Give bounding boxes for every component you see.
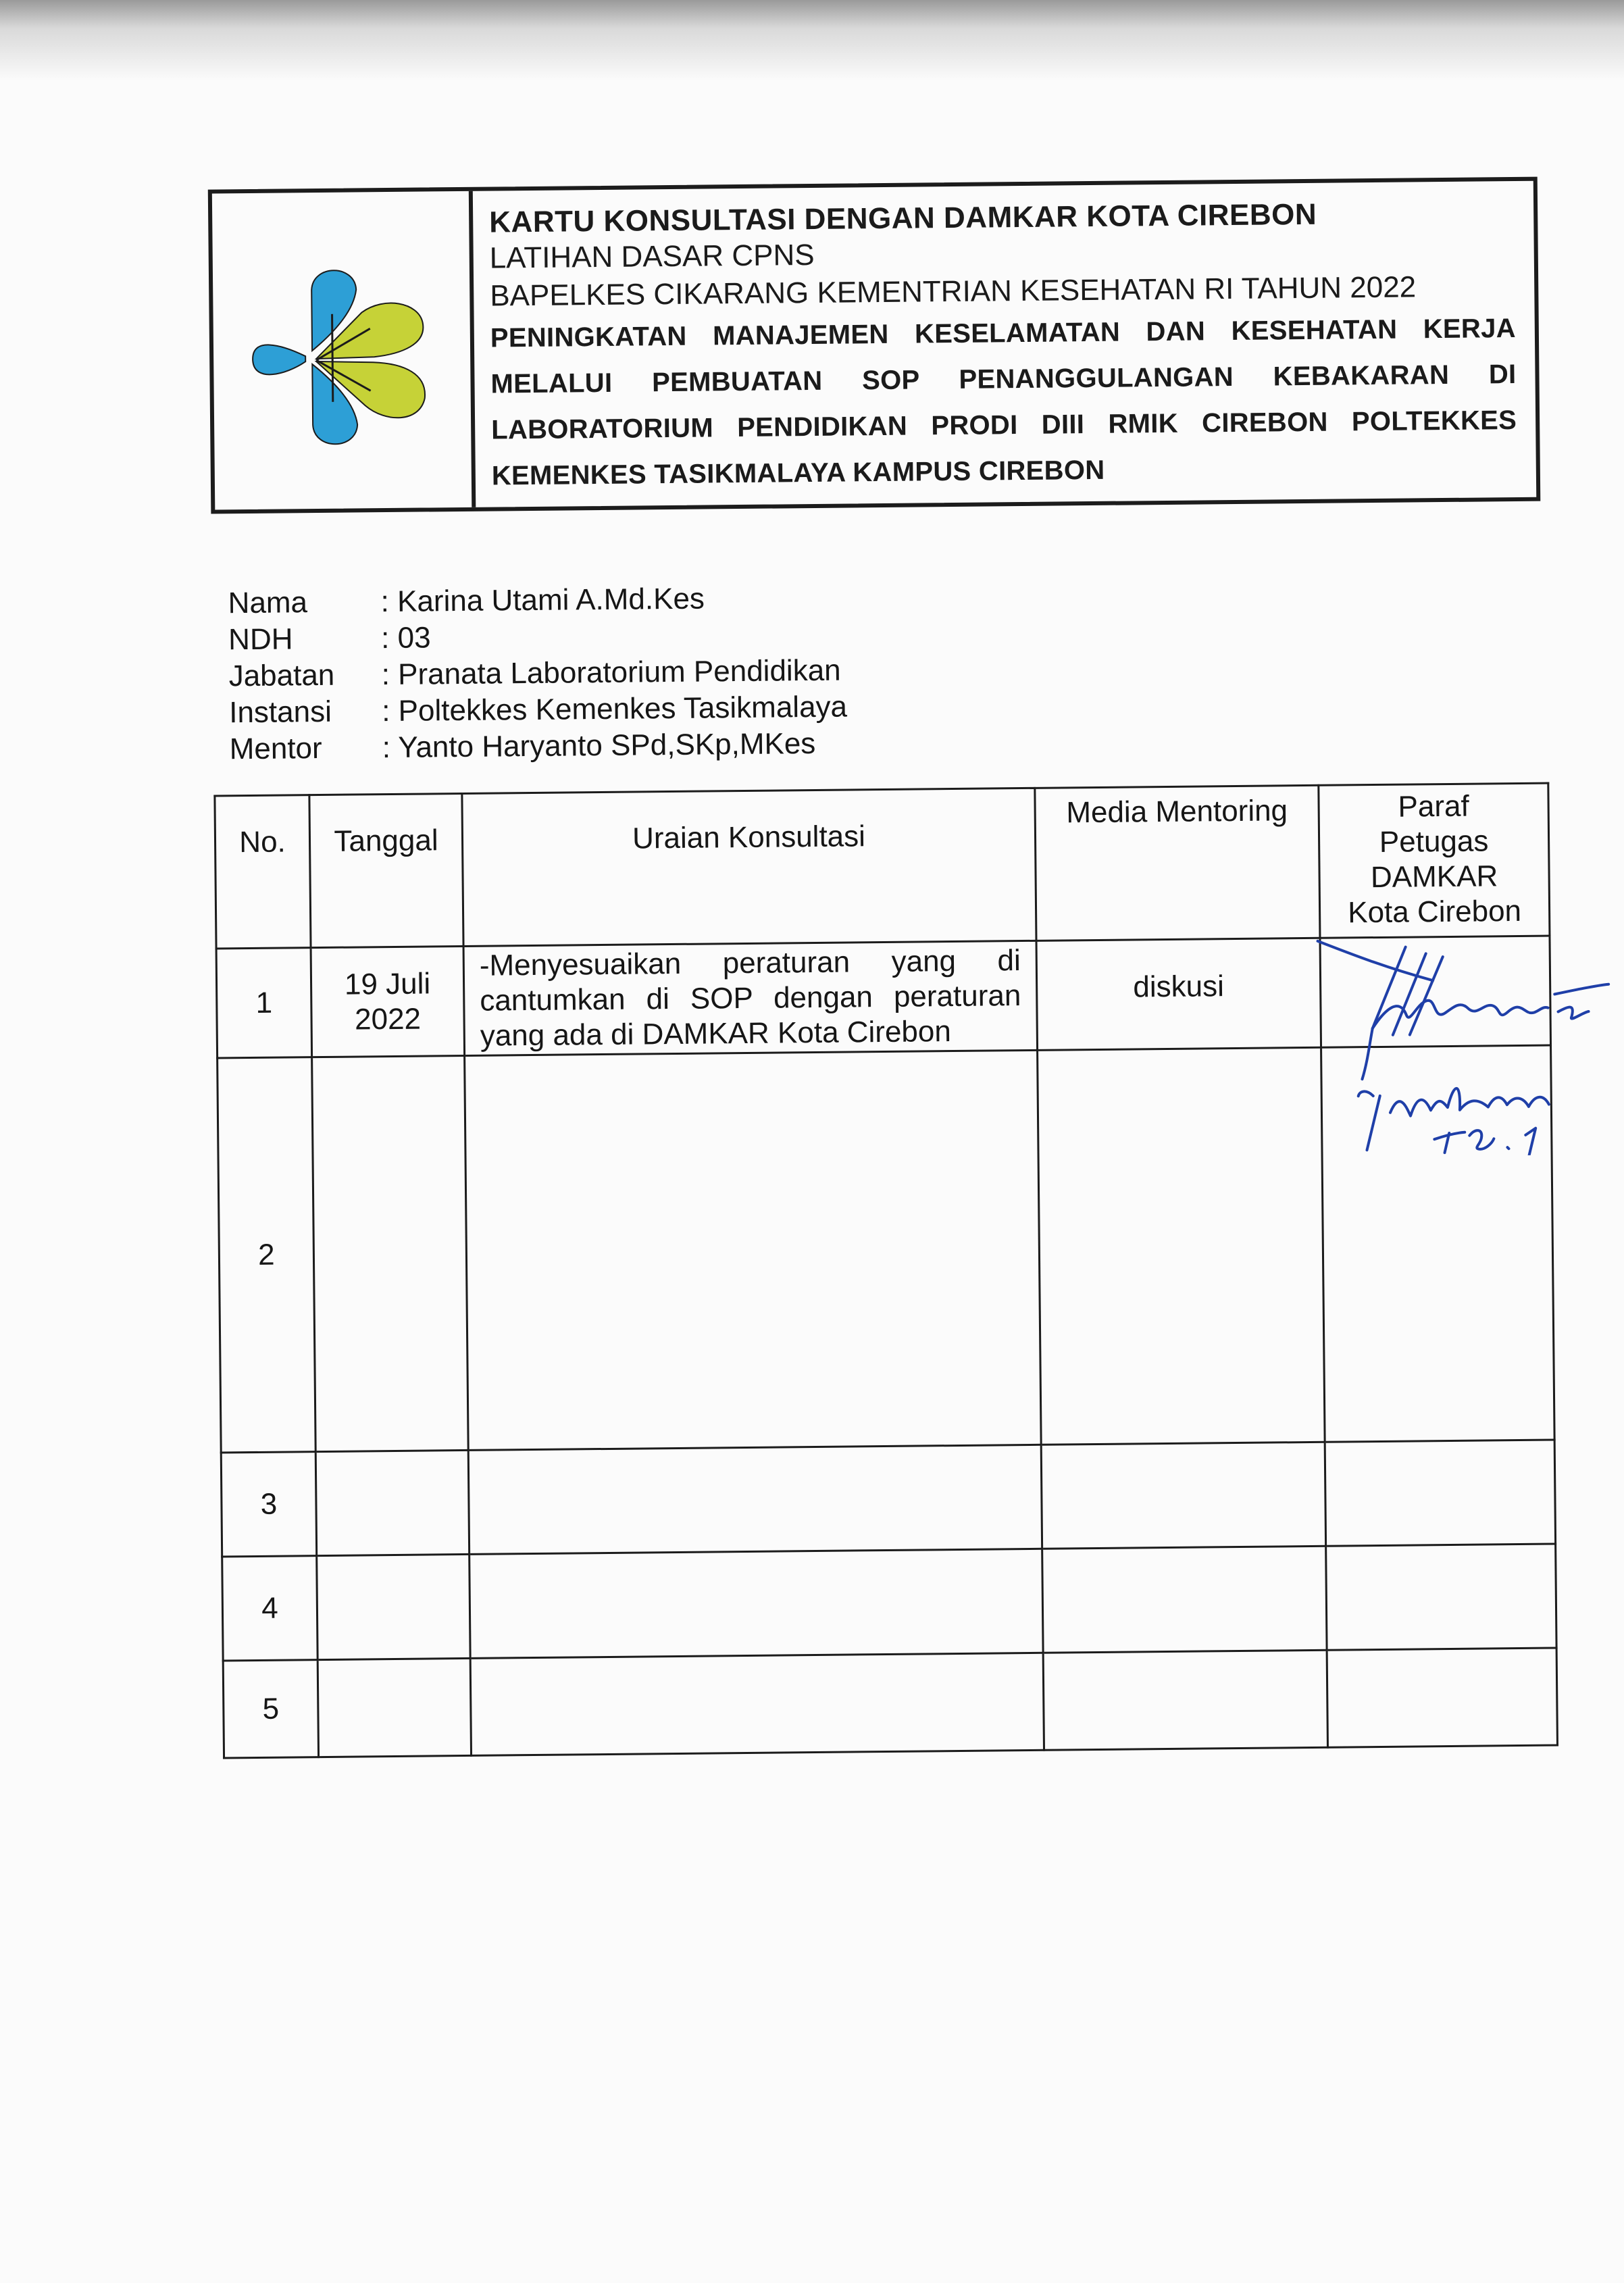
consultation-table [213, 782, 1558, 1759]
table-header-row [215, 783, 1550, 949]
row-date [312, 1055, 469, 1451]
paraf-header-line: DAMKAR [1370, 859, 1498, 895]
row-number: 4 [222, 1556, 318, 1661]
identity-label: Instansi [228, 695, 332, 730]
row-number: 2 [218, 1057, 316, 1453]
row-date [315, 1450, 469, 1555]
paraf-header-line: Kota Cirebon [1347, 894, 1522, 930]
row-media [1043, 1650, 1327, 1750]
row-date [311, 946, 465, 1057]
row-date-line [319, 1606, 468, 1607]
table-row [221, 1440, 1555, 1557]
paraf-header-line: Paraf [1398, 789, 1469, 824]
row-description [470, 1549, 1043, 1658]
row-media: diskusi [1036, 938, 1321, 1050]
row-number: 3 [221, 1452, 316, 1557]
row-date-line: 2022 [354, 1002, 422, 1036]
identity-label: Mentor [229, 731, 322, 766]
row-date-line [315, 1253, 465, 1254]
identity-value: : 03 [380, 621, 431, 655]
topic-line: MELALUI PEMBUATAN SOP PENANGGULANGAN KEBAKARAN DI [490, 359, 1517, 399]
row-number: 5 [223, 1660, 318, 1758]
participant-identity [228, 580, 847, 768]
row-description [470, 1653, 1044, 1755]
identity-label: Jabatan [228, 658, 335, 693]
institution-line: BAPELKES CIKARANG KEMENTRIAN KESEHATAN RI TAHUN 2022 [490, 270, 1417, 313]
row-date-line [315, 1253, 465, 1254]
training-name: LATIHAN DASAR CPNS [489, 238, 815, 275]
identity-label: Nama [228, 586, 308, 620]
officer-signature [1290, 931, 1624, 1157]
row-paraf [1325, 1440, 1555, 1546]
row-description [465, 1050, 1042, 1450]
identity-value: : Poltekkes Kemenkes Tasikmalaya [381, 690, 848, 728]
identity-row-mentor [229, 726, 847, 768]
column-header-description: Uraian Konsultasi [462, 788, 1036, 946]
identity-row-nama [228, 580, 846, 622]
paraf-header-line: Petugas [1379, 824, 1489, 859]
logo-cell [212, 191, 476, 510]
header-title-block [473, 181, 1536, 507]
column-header-date: Tanggal [309, 793, 463, 947]
row-number: 1 [216, 948, 312, 1058]
column-header-no: No. [215, 795, 311, 949]
row-date-line: 19 Juli [344, 966, 431, 1001]
card-title: KARTU KONSULTASI DENGAN DAMKAR KOTA CIREBON [489, 197, 1317, 239]
row-media [1042, 1546, 1327, 1653]
identity-row-jabatan [228, 653, 846, 695]
identity-row-ndh [228, 616, 846, 659]
identity-value: : Pranata Laboratorium Pendidikan [381, 653, 841, 692]
row-media [1038, 1047, 1325, 1445]
row-description: -Menyesuaikan peraturan yang di cantumkan di SOP dengan peraturan yang ada di DAMKAR Kota Cirebon [463, 940, 1038, 1055]
row-media [1041, 1442, 1325, 1549]
header-box [208, 177, 1541, 514]
column-header-paraf [1319, 783, 1550, 938]
identity-label: NDH [228, 622, 293, 657]
row-date-line [319, 1606, 468, 1607]
topic-line: KEMENKES TASIKMALAYA KAMPUS CIREBON [491, 455, 1105, 491]
row-paraf [1326, 1544, 1556, 1650]
row-date-line [318, 1502, 467, 1503]
ministry-logo-icon [240, 248, 445, 453]
table-row [222, 1544, 1556, 1661]
row-date-line [320, 1707, 469, 1708]
row-date-line [320, 1707, 469, 1708]
row-description [468, 1445, 1042, 1554]
row-date-line [318, 1502, 467, 1503]
identity-value: : Yanto Haryanto SPd,SKp,MKes [382, 726, 816, 765]
topic-line: LABORATORIUM PENDIDIKAN PRODI DIII RMIK CIREBON POLTEKKES [490, 405, 1517, 445]
row-paraf [1327, 1648, 1557, 1747]
column-header-media: Media Mentoring [1035, 785, 1320, 940]
row-date [318, 1658, 471, 1757]
topic-line: PENINGKATAN MANAJEMEN KESELAMATAN DAN KESEHATAN KERJA [490, 313, 1517, 353]
row-date [317, 1554, 470, 1659]
identity-value: : Karina Utami A.Md.Kes [380, 582, 705, 619]
table-row [223, 1648, 1557, 1758]
identity-row-instansi [229, 689, 847, 732]
